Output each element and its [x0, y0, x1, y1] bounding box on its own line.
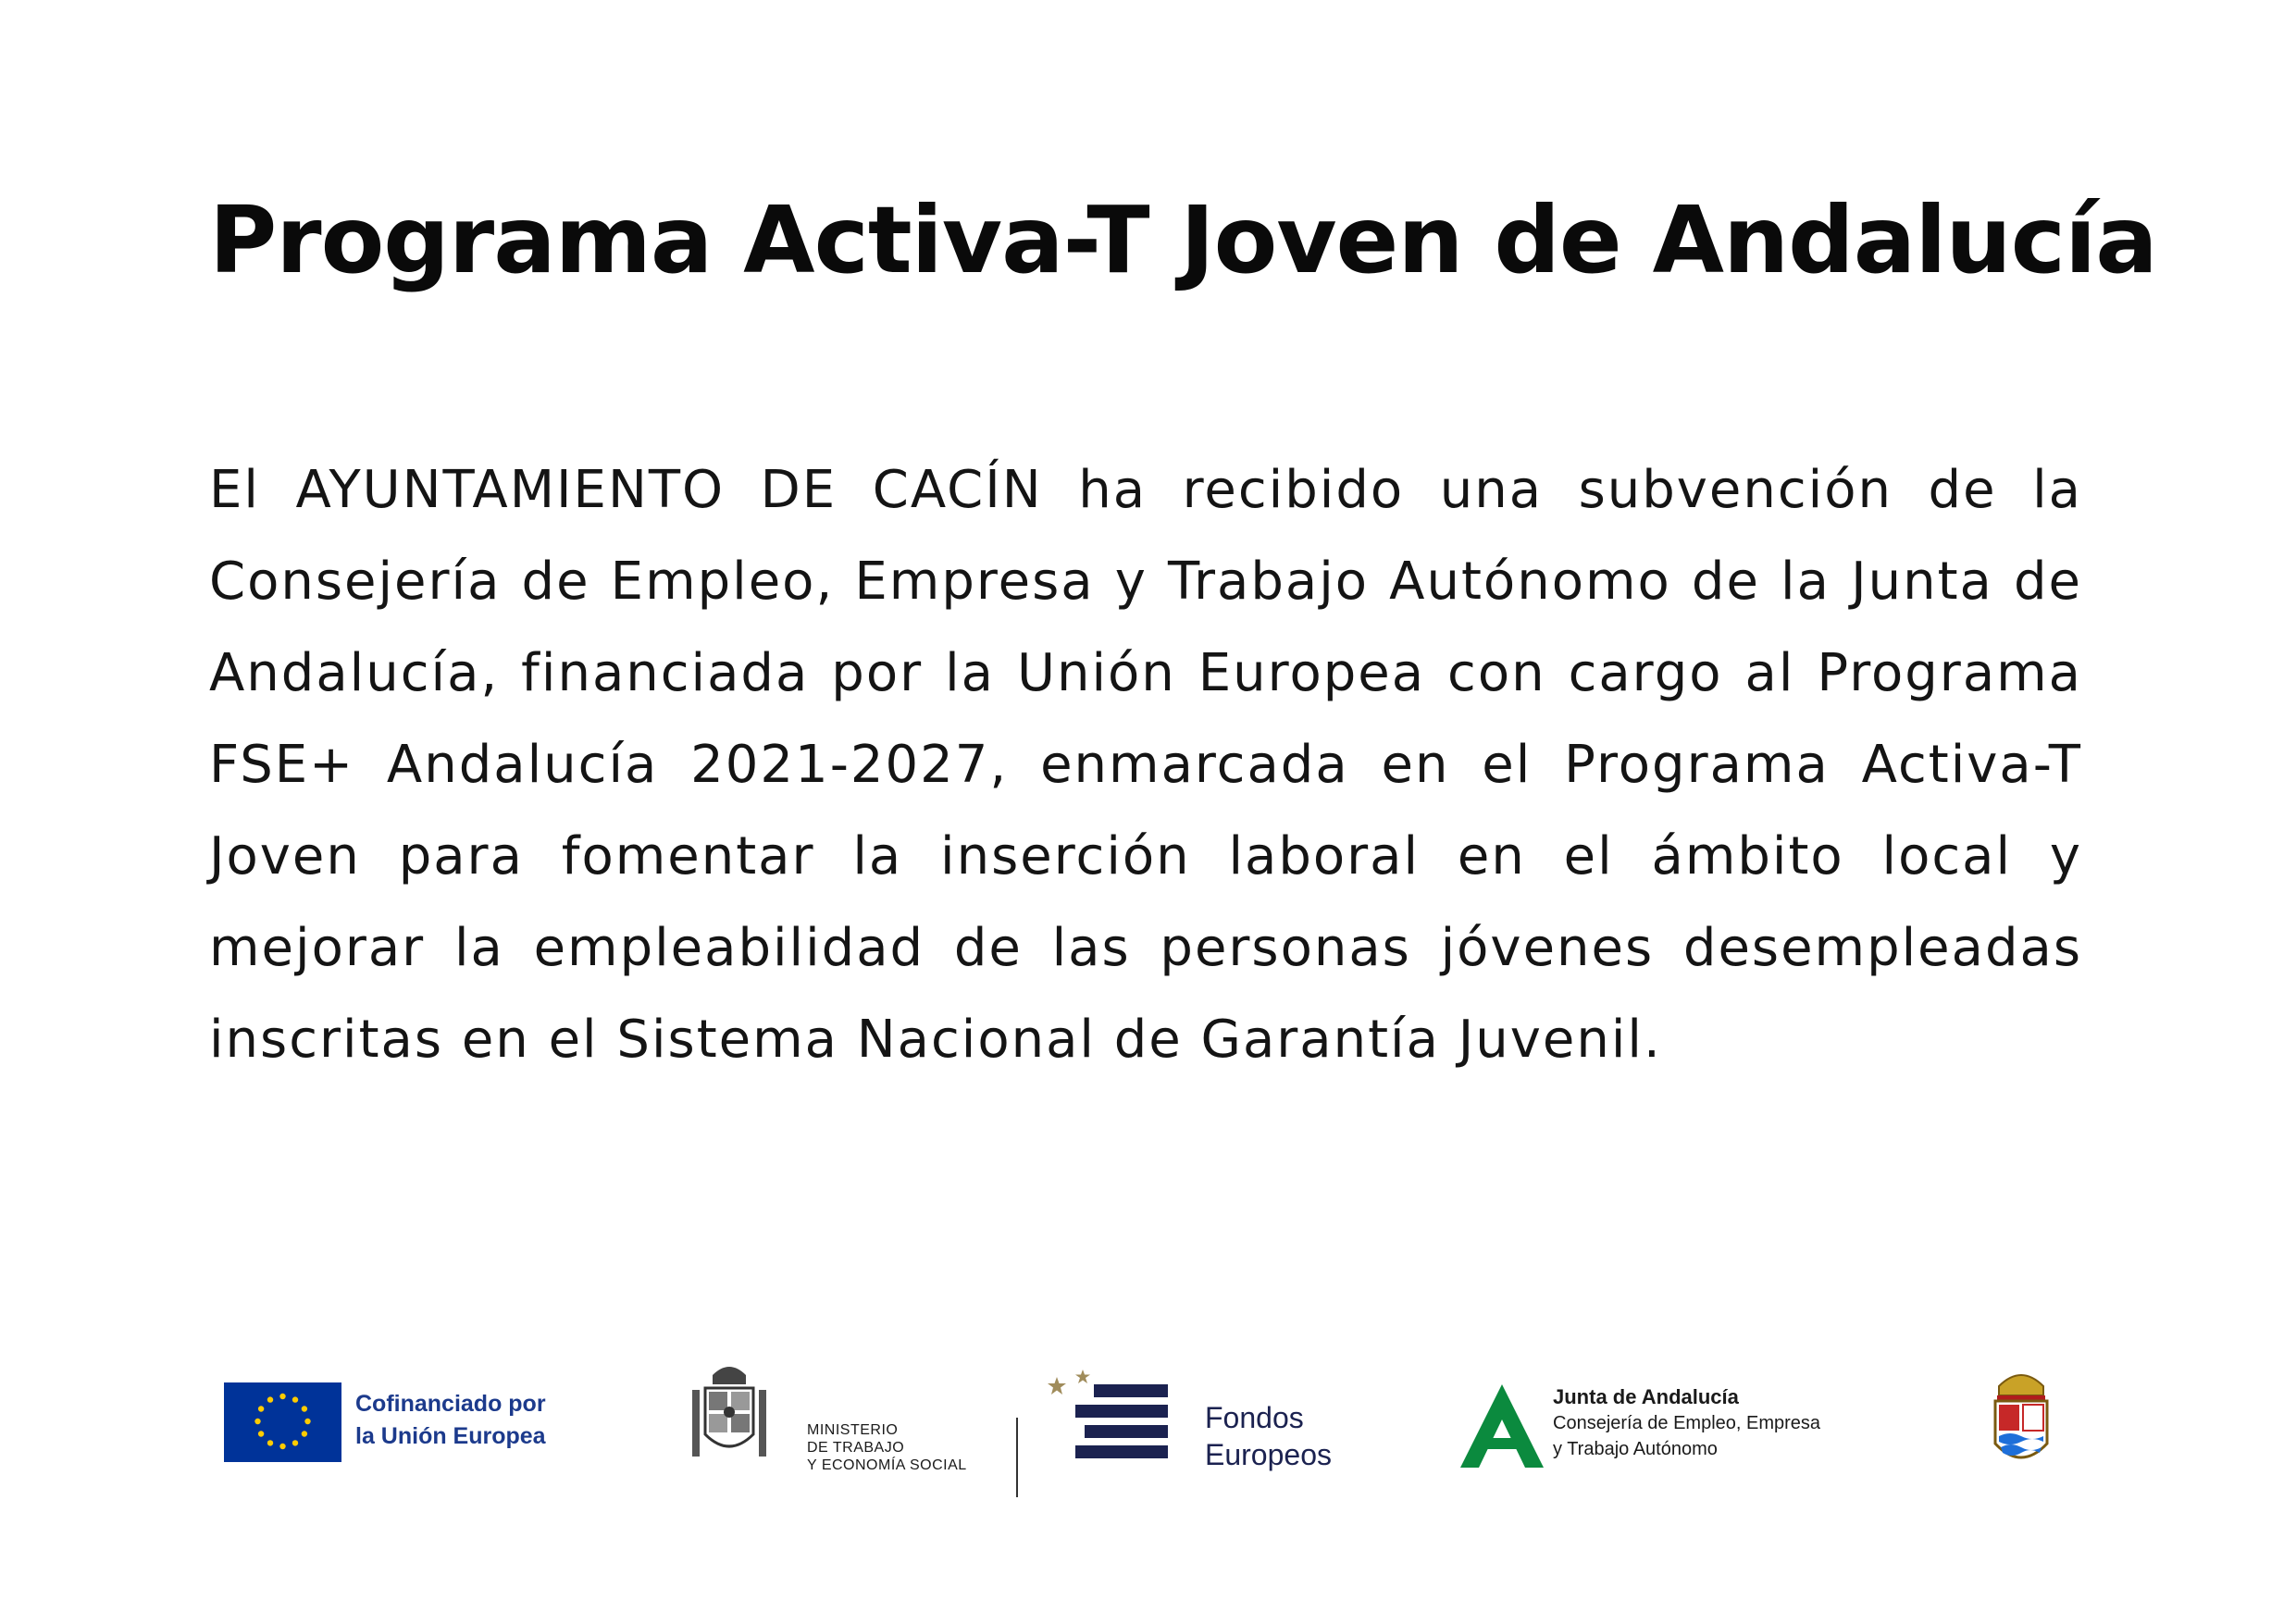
fondos-europeos-logo: [1048, 1370, 1353, 1481]
eu-logo-line2: la Unión Europea: [355, 1423, 546, 1449]
ministry-line1: MINISTERIO: [807, 1422, 899, 1438]
ministry-line2: DE TRABAJO: [807, 1440, 905, 1456]
fondos-line1: Fondos: [1205, 1401, 1304, 1434]
junta-andalucia-logo: [1460, 1384, 1849, 1477]
page-title: Programa Activa-T Joven de Andalucía: [209, 186, 2157, 294]
funding-logos-bar: [0, 1333, 2296, 1499]
announcement-text: El AYUNTAMIENTO DE CACÍN ha recibido una subvención de la Consejería de Empleo, Empresa y Trabajo Autónomo de la Junta de Andalucía, financiada por la Unión Europea con cargo al Programa FSE+ Andalucía 2021-2027, enmarcada en el Programa Activa-T Joven para fomentar la inserción laboral en el ámbito local y mejorar la empleabilidad de las personas jóvenes desempleadas inscritas en el Sistema Nacional de Garantía Juvenil.: [209, 460, 2082, 1070]
junta-title: Junta de Andalucía: [1553, 1385, 1739, 1408]
junta-andalucia-icon: [1460, 1384, 1544, 1477]
eu-logo-line1: Cofinanciado por: [355, 1391, 546, 1417]
eu-cofinancing-logo: [224, 1382, 594, 1466]
fondos-line2: Europeos: [1205, 1438, 1332, 1471]
fondos-europeos-icon: [1048, 1370, 1196, 1481]
eu-flag-icon: [224, 1382, 341, 1462]
ministry-line3: Y ECONOMÍA SOCIAL: [807, 1457, 967, 1473]
cacin-coat-of-arms-icon: [1992, 1364, 2051, 1471]
junta-line2: y Trabajo Autónomo: [1553, 1439, 1718, 1459]
spain-coat-of-arms-icon: [692, 1358, 766, 1469]
ministry-logo: [692, 1358, 1025, 1479]
logo-divider: [1016, 1418, 1018, 1497]
junta-line1: Consejería de Empleo, Empresa: [1553, 1413, 1821, 1433]
